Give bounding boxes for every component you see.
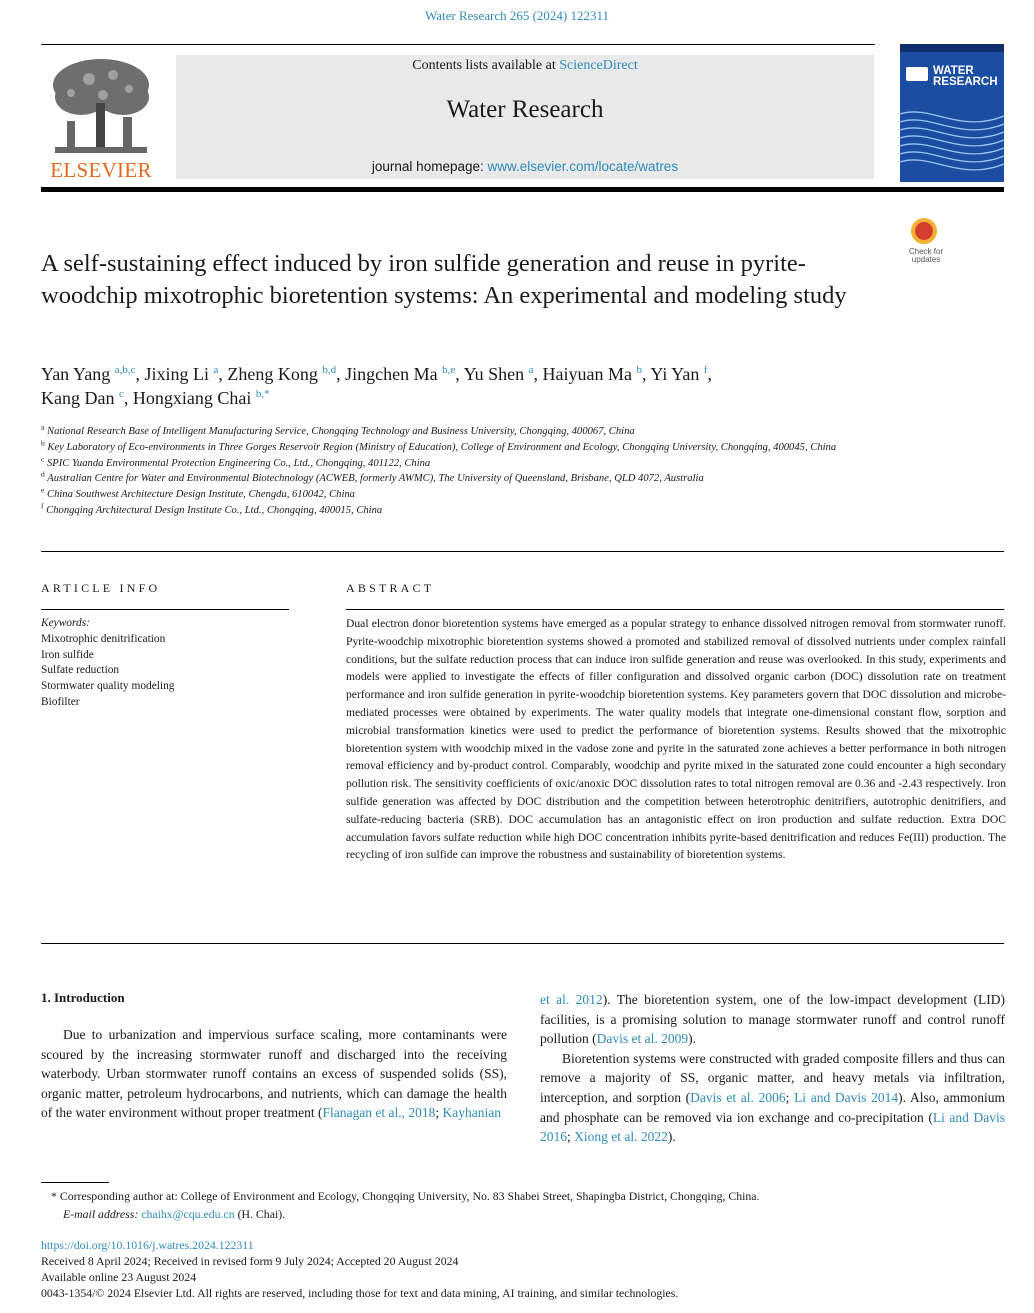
- article-info-rule: [41, 609, 289, 610]
- paragraph: Bioretention systems were constructed with graded composite fillers and thus can remove a majority of SS, organic matter, and heavy metals via infiltration, interception, and sorption (Davis et al. 2006; Li and Davis 2014). Also, ammonium and phosphate can be removed via ion exchange and co-precipitation (Li and Davis 2016; Xiong et al. 2022).: [540, 1050, 1006, 1145]
- author[interactable]: Yu Shen $^a$: [463, 364, 534, 384]
- body-column-right: [540, 990, 1005, 1147]
- homepage-line: [176, 159, 874, 174]
- introduction-heading: 1. Introduction: [41, 990, 125, 1005]
- article-title: A self-sustaining effect induced by iron sulfide generation and reuse in pyrite-woodchip mixotrophic bioretention systems: An experimental and modeling study: [41, 250, 847, 309]
- sciencedirect-link[interactable]: ScienceDirect: [559, 58, 638, 73]
- doi-link[interactable]: https://doi.org/10.1016/j.watres.2024.122311: [41, 1238, 254, 1252]
- author[interactable]: Jixing Li $^a$: [144, 364, 219, 384]
- check-for-updates-badge[interactable]: [900, 216, 952, 268]
- affiliation: $^e$ China Southwest Architecture Design Institute, Chengdu, 610042, China: [41, 485, 355, 501]
- affiliation: $^d$ Australian Centre for Water and Environmental Biotechnology (ACWEB, formerly AWMC), The University of Queensland, Brisbane, QLD 4072, Australia: [41, 469, 704, 485]
- elsevier-logo[interactable]: [41, 55, 161, 183]
- contents-line: [176, 58, 874, 74]
- corresponding-footnote: [51, 1187, 1001, 1223]
- abstract-text: Dual electron donor bioretention systems have emerged as a popular strategy to enhance dissolved nitrogen removal from stormwater runoff. Pyrite-woodchip mixotrophic bioretention systems showed a promoted and stabilized removal of dissolved nutrients under complex rainfall conditions, but the sulfate reduction process that can induce iron sulfide generation and reuse was overlooked. In this study, experiments and models were applied to investigate the effects of filler configuration and dissolved organic carbon (DOC) dissolution rate on treatment performance and iron sulfide generation in pyrite-woodchip bioretention systems. Key parameters govern that DOC dissolution and microbe-mediated processes were obtained by experiments. The water quality models that integrate one-dimensional constant flow, sorption and microbial transformation kinetics were used to predict the performance of bioretention systems. Results showed that the mixotrophic bioretention system with woodchip mixed in the vadose zone and pyrite in the saturated zone achieves a better performance in both nitrogen removal efficiency and by-product control. Comparably, woodchip and pyrite mixed in the saturated zone could encounter a high secondary pollution risk. The sensitivity coefficients of oxic/anoxic DOC dissolution rates to total nitrogen removal are 0.36 and -2.43 respectively. Iron sulfide generation was affected by DOC distribution and the competition between heterotrophic denitrifiers, autotrophic denitrifiers, and sulfate-reducing bacteria (SRB). DOC accumulation has an antagonistic effect on iron production and sulfate reduction. Extra DOC accumulation favors sulfate reduction while high DOC concentration inhibits pyrite-based denitrification and reduces Fe(III) production. The recycling of iron sulfide can improve the robustness and sustainability of bioretention systems.: [346, 617, 1006, 862]
- keyword: Stormwater quality modeling: [41, 680, 175, 693]
- keyword: Iron sulfide: [41, 648, 94, 661]
- paragraph: Due to urbanization and impervious surface scaling, more contaminants were scoured by the increasing stormwater runoff and discharged into the receiving waterbody. Urban stormwater runoff contains an excess of suspended solids (SS), organic matter, petroleum hydrocarbons, and nutrients, which can damage the health of the water environment without proper treatment (Flanagan et al., 2018; Kayhanian: [41, 1027, 507, 1121]
- journal-name: Water Research: [446, 96, 604, 123]
- author[interactable]: Yi Yan $^f$: [650, 364, 708, 384]
- author[interactable]: Kang Dan $^c$: [41, 388, 124, 408]
- affiliation-list: [41, 424, 901, 519]
- corresponding-note: * Corresponding author at: College of Environment and Ecology, Chongqing University, No. 83 Shabei Street, Shapingba District, Chongqing, China.: [51, 1189, 760, 1203]
- crossmark-label: [900, 248, 952, 264]
- copyright: 0043-1354/© 2024 Elsevier Ltd. All rights are reserved, including those for text and data mining, AI training, and similar technologies.: [41, 1286, 679, 1300]
- journal-cover[interactable]: [900, 44, 1004, 182]
- author[interactable]: Yan Yang $^{a,b,c}$: [41, 364, 136, 384]
- cover-title-line-1: WATER: [933, 65, 974, 77]
- email-link[interactable]: chaihx@cqu.edu.cn: [141, 1207, 235, 1221]
- journal-masthead: [176, 55, 874, 179]
- article-footer: [41, 1237, 1001, 1301]
- affiliation: $^c$ SPIC Yuanda Environmental Protection Engineering Co., Ltd., Chongqing, 401122, China: [41, 454, 431, 469]
- header-rule: [41, 44, 875, 45]
- affiliation: $^a$ National Research Base of Intelligent Manufacturing Service, Chongqing Technology and Business University, Chongqing, 400067, China: [41, 422, 635, 437]
- affiliation: $^f$ Chongqing Architectural Design Institute Co., Ltd., Chongqing, 400015, China: [41, 501, 383, 516]
- cover-title-line-2: RESEARCH: [933, 76, 998, 88]
- journal-citation[interactable]: Water Research 265 (2024) 122311: [424, 8, 610, 23]
- keywords-label: Keywords:: [41, 617, 90, 629]
- citation-link[interactable]: Li and Davis 2016: [540, 1109, 1005, 1145]
- abstract-end-rule: [41, 943, 1004, 944]
- abstract-rule: [346, 609, 1004, 610]
- affiliation-rule: [41, 551, 1004, 552]
- citation-link[interactable]: Flanagan et al., 2018: [322, 1105, 436, 1121]
- corresponding-author[interactable]: Hongxiang Chai $^{b,*}$: [132, 388, 270, 408]
- keyword: Biofilter: [41, 695, 80, 708]
- elsevier-tree-icon: [41, 55, 161, 159]
- keyword: Mixotrophic denitrification: [41, 632, 166, 645]
- crossmark-label-1: Check for: [908, 247, 944, 256]
- email-line: E-mail address: chaihx@cqu.edu.cn (H. Chai).: [63, 1207, 286, 1221]
- paragraph: et al. 2012). The bioretention system, one of the low-impact development (LID) facilities, is a promising solution to manage stormwater runoff and control runoff pollution (Davis et al. 2009).: [540, 992, 1005, 1047]
- contents-prefix: Contents lists available at: [412, 58, 560, 73]
- cover-wave-icon: [900, 44, 1004, 182]
- author[interactable]: Jingchen Ma $^{b,e}$: [345, 364, 456, 384]
- affiliation: $^b$ Key Laboratory of Eco-environments in Three Gorges Reservoir Region (Ministry of Education), College of Environment and Ecology, Chongqing University, Chongqing, 400045, China: [41, 438, 837, 453]
- article-info-heading: ARTICLE INFO: [41, 581, 161, 595]
- received-dates: Received 8 April 2024; Received in revised form 9 July 2024; Accepted 20 August 2024: [41, 1254, 459, 1268]
- citation-link[interactable]: et al. 2012: [540, 992, 603, 1007]
- footnote-rule: [41, 1182, 109, 1183]
- homepage-prefix: journal homepage:: [371, 159, 488, 174]
- keywords: [41, 616, 301, 711]
- citation-link[interactable]: Davis et al. 2009: [596, 1031, 689, 1047]
- crossmark-label-2: updates: [911, 255, 941, 264]
- author[interactable]: Haiyuan Ma $^b$: [542, 364, 642, 384]
- citation-link[interactable]: Kayhanian: [442, 1105, 502, 1121]
- citation-link[interactable]: Li and Davis 2014: [794, 1089, 899, 1105]
- keyword: Sulfate reduction: [41, 664, 120, 677]
- citation-link[interactable]: Davis et al. 2006: [690, 1089, 786, 1105]
- citation-link[interactable]: Xiong et al. 2022: [574, 1129, 668, 1145]
- publisher-name: ELSEVIER: [50, 158, 152, 182]
- author[interactable]: Zheng Kong $^{b,d}$: [227, 364, 337, 384]
- homepage-link[interactable]: www.elsevier.com/locate/watres: [487, 159, 679, 174]
- body-column-left: [41, 1025, 507, 1123]
- abstract-heading: ABSTRACT: [346, 581, 435, 595]
- available-online: Available online 23 August 2024: [41, 1270, 197, 1284]
- masthead-rule: [41, 187, 1004, 192]
- crossmark-bookmark-icon: [915, 222, 933, 240]
- author-list: Yan Yang $^{a,b,c}$, Jixing Li $^a$, Zheng Kong $^{b,d}$, Jingchen Ma $^{b,e}$, Yu Shen $^a$, Haiyuan Ma $^b$, Yi Yan $^f$, Kang Dan $^c$, Hongxiang Chai $^{b,*}$: [41, 364, 713, 408]
